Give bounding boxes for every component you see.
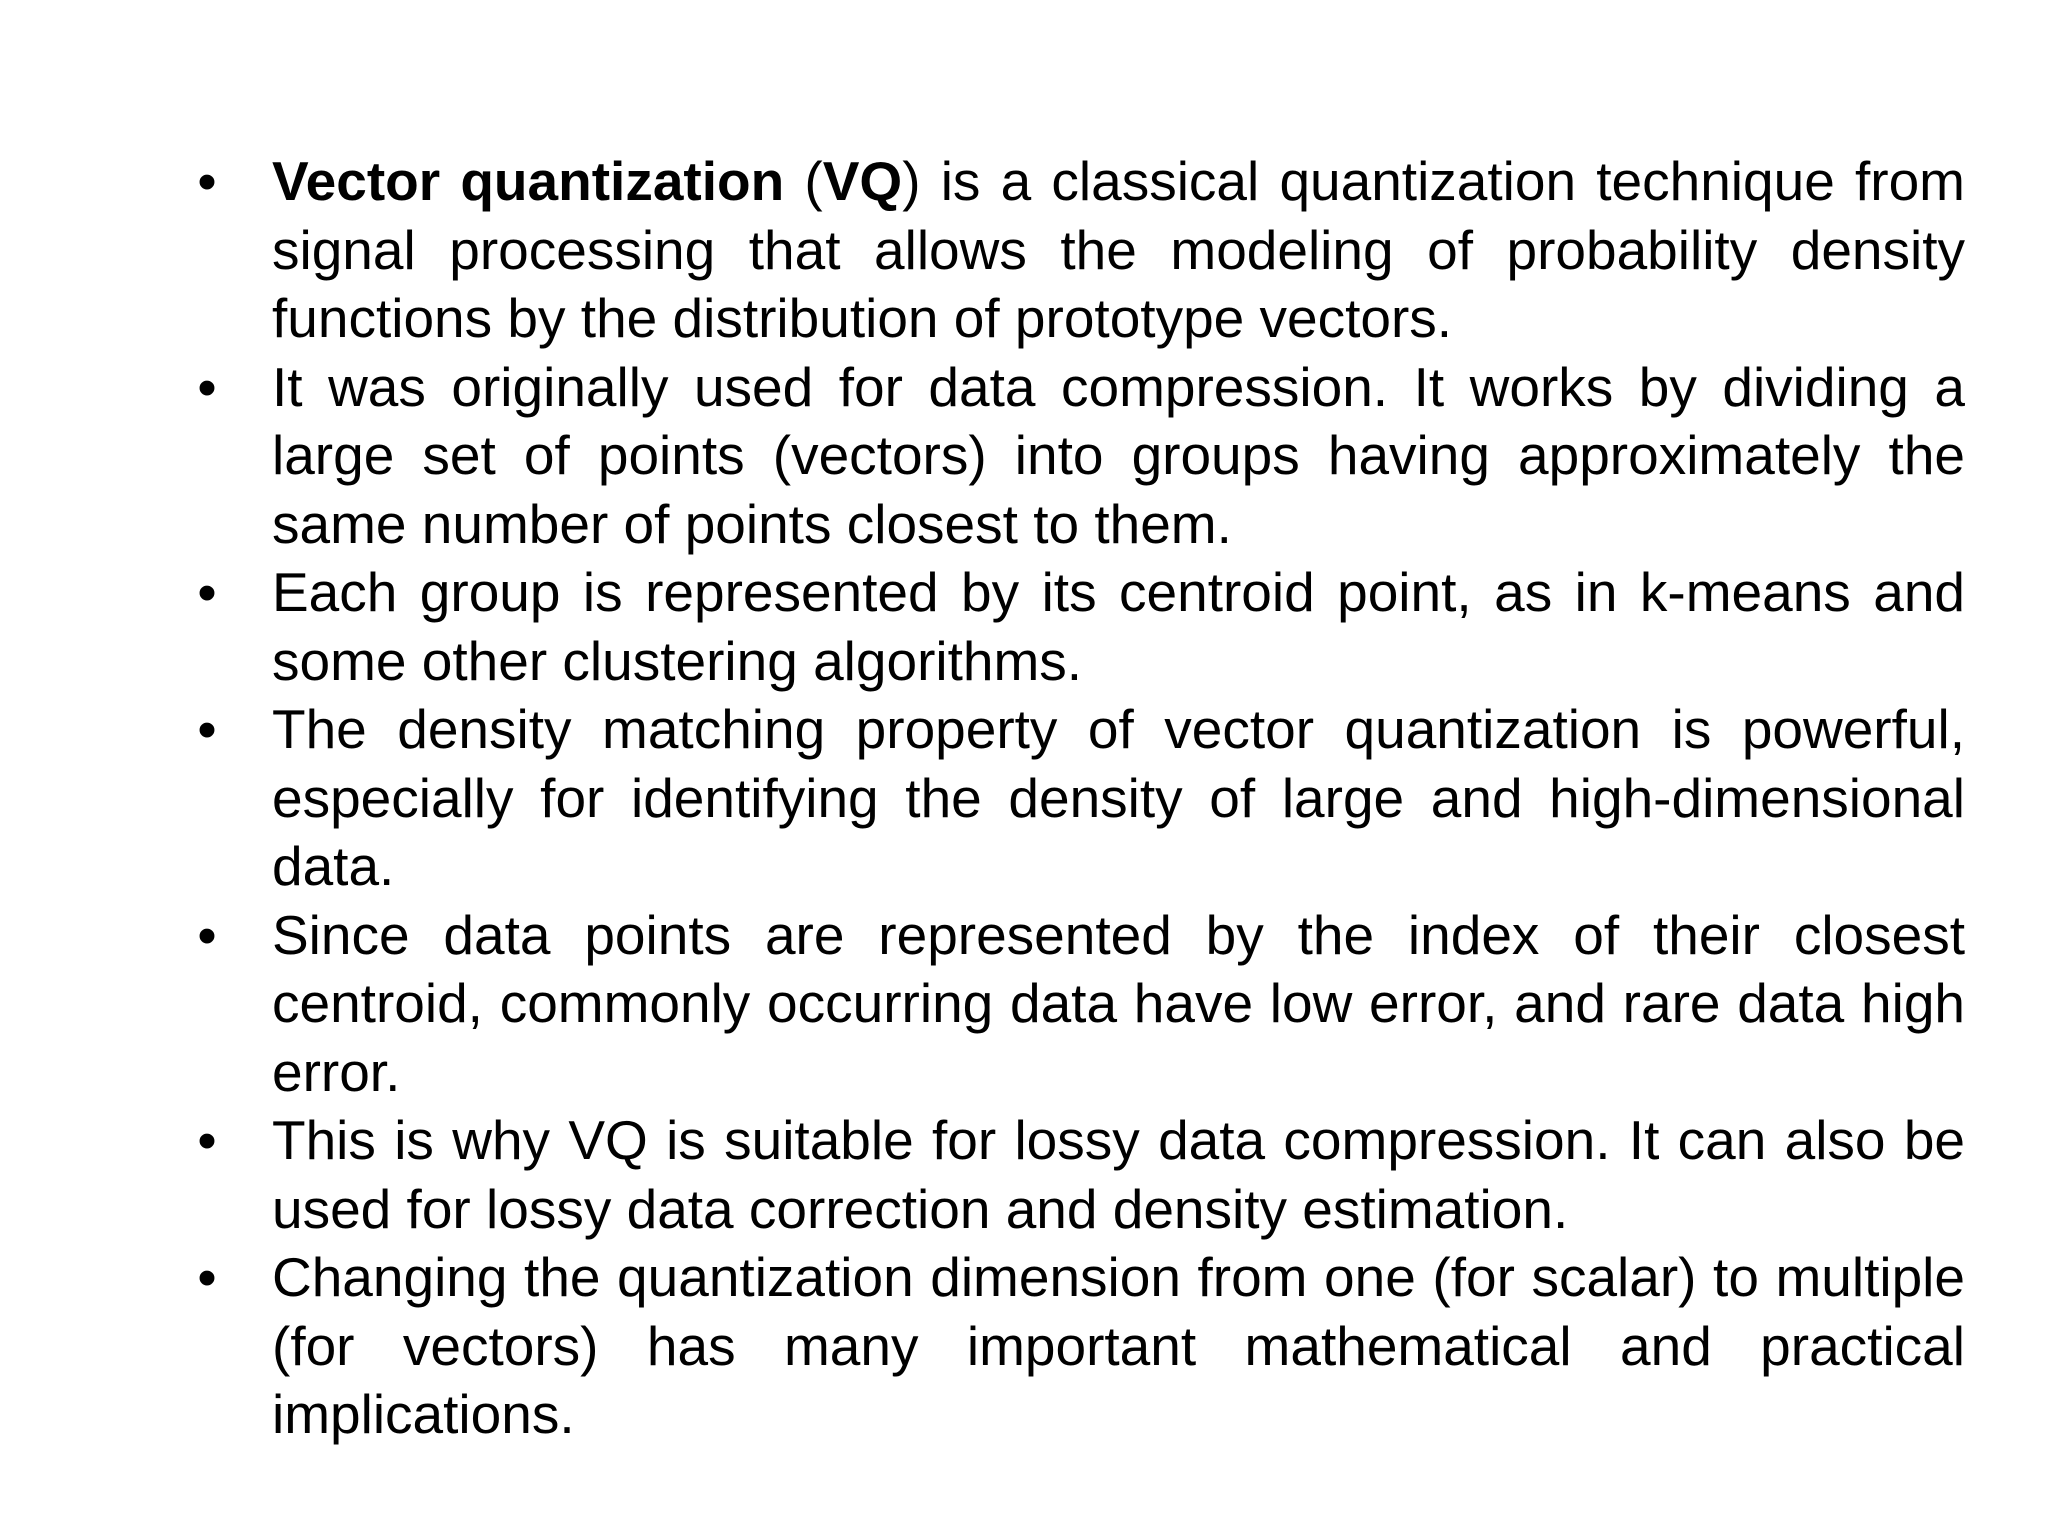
bullet-list [192,147,1965,1449]
bullet-icon: • [197,1246,217,1308]
bullet-text: ) is a classical quantization technique from signal processing that allows the modeling of probability density functions by the distribution of prototype vectors. [272,150,1965,349]
bullet-text: It was originally used for data compression. It works by dividing a large set of points (vectors) into groups having approximately the same number of points closest to them. [272,355,1965,555]
bullet-text: Changing the quantization dimension from one (for scalar) to multiple (for vectors) has many important mathematical and practical implications. [272,1246,1965,1445]
bullet-item-vq-definition [192,147,1965,353]
bullet-item-density-matching [192,695,1965,901]
term-vector-quantization: Vector quantization [272,150,785,212]
bullet-item-error [192,901,1965,1107]
bullet-icon: • [197,150,217,212]
bullet-item-dimension [192,1243,1965,1449]
bullet-text: Each group is represented by its centroid point, as in k-means and some other clustering algorithms. [272,561,1965,692]
bullet-item-centroid [192,558,1965,695]
term-vq: VQ [822,150,903,212]
bullet-text: This is why VQ is suitable for lossy data compression. It can also be used for lossy data correction and density estimation. [272,1109,1965,1240]
bullet-icon: • [197,698,217,760]
bullet-text: Since data points are represented by the index of their closest centroid, commonly occurring data have low error, and rare data high error. [272,903,1965,1103]
bullet-icon: • [197,355,217,418]
bullet-icon: • [197,903,217,966]
bullet-text: The density matching property of vector quantization is powerful, especially for identifying the density of large and high-dimensional data. [272,698,1965,897]
bullet-item-data-compression [192,353,1965,559]
bullet-icon: • [197,561,217,623]
bullet-icon: • [197,1109,217,1171]
open-paren: ( [784,150,823,212]
bullet-item-lossy-compression [192,1106,1965,1243]
